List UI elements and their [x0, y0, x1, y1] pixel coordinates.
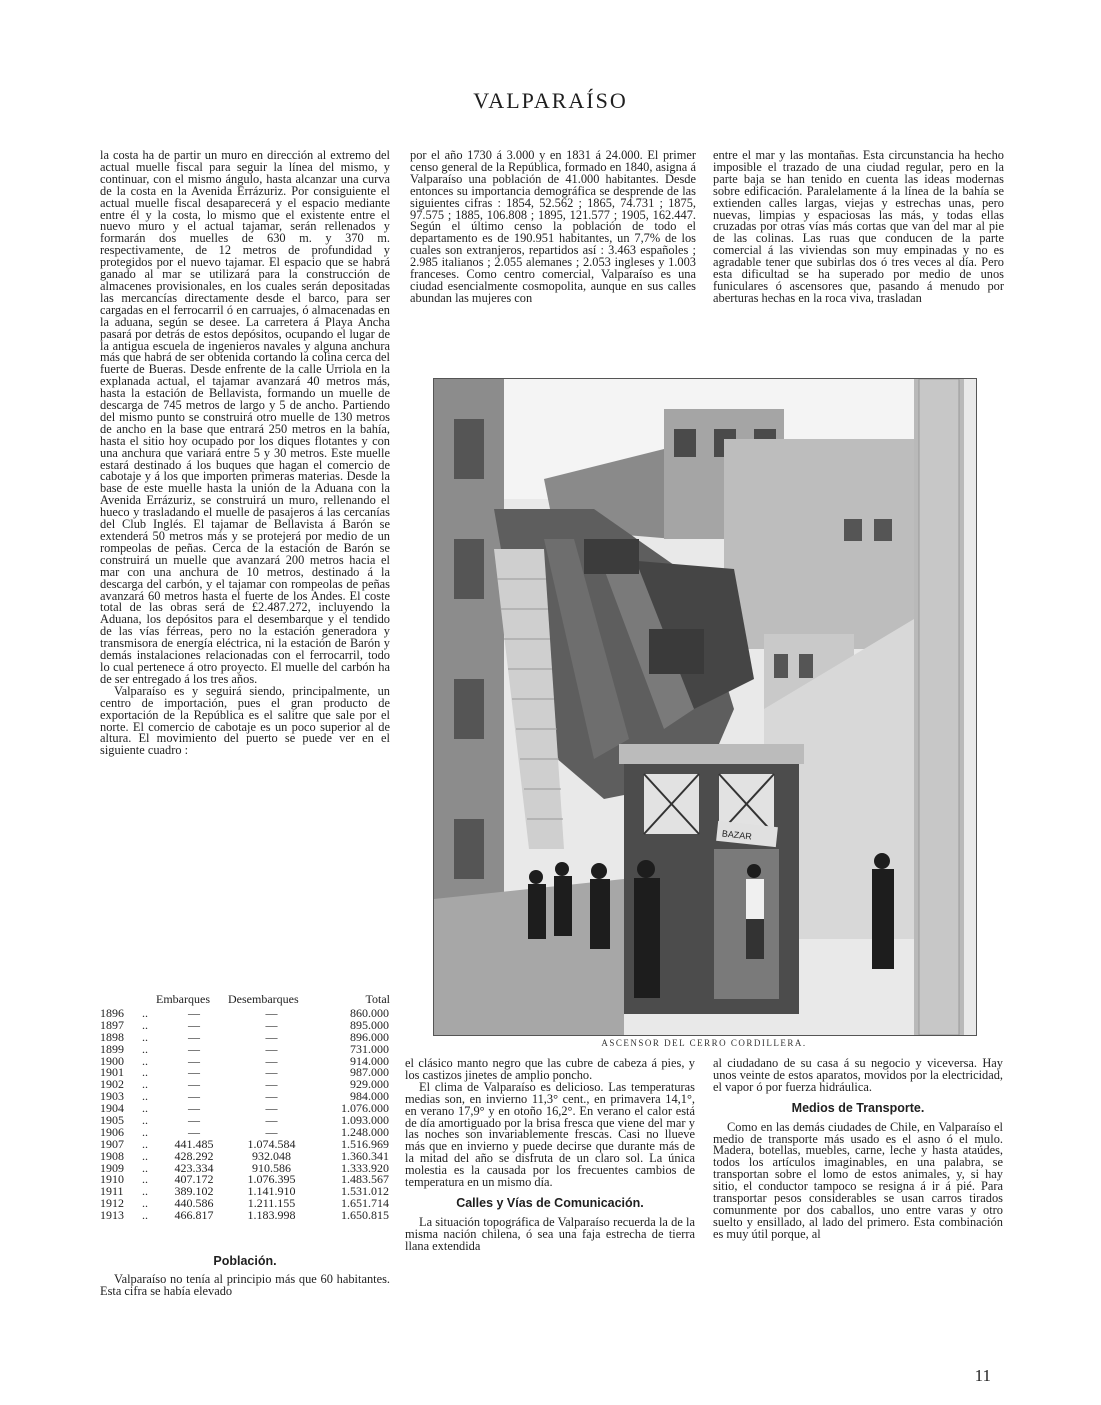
table-header-total: Total	[365, 992, 390, 1006]
table-cell-embarques: —	[188, 1089, 200, 1104]
table-cell-embarques: —	[188, 1065, 200, 1080]
paragraph-topografia: La situación topográfica de Valparaíso recuerda la de la misma nación chilena, ó sea una faja estrecha de tierra llana extendida	[405, 1214, 695, 1253]
table-cell-embarques: —	[188, 1029, 200, 1044]
table-cell-total: 1.076.000	[341, 1101, 389, 1116]
table-cell-embarques: —	[188, 1041, 200, 1056]
table-cell-dots: ..	[142, 1160, 148, 1175]
table-cell-dots: ..	[142, 1172, 148, 1187]
table-row	[100, 1210, 390, 1222]
table-cell-year: 1901	[100, 1065, 124, 1080]
section-heading-transporte: Medios de Transporte.	[791, 1100, 925, 1115]
table-cell-desembarques: —	[265, 1101, 278, 1116]
table-cell-total: 1.651.714	[341, 1196, 389, 1211]
table-cell-desembarques: —	[265, 1113, 278, 1128]
table-cell-year: 1907	[100, 1136, 124, 1151]
paragraph-ascensores: al ciudadano de su casa á su negocio y viceversa. Hay unos veinte de estos aparatos, movidos por la electricidad, el vapor ó por fuerza hidráulica.	[713, 1056, 1003, 1094]
column-3-text	[713, 150, 1004, 305]
table-cell-year: 1896	[100, 1006, 124, 1020]
table-cell-dots: ..	[142, 1113, 148, 1128]
table-cell-year: 1903	[100, 1089, 124, 1104]
table-cell-dots: ..	[142, 1101, 148, 1116]
table-cell-year: 1900	[100, 1053, 124, 1068]
table-cell-total: 987.000	[350, 1065, 389, 1080]
table-cell-year: 1899	[100, 1041, 124, 1056]
table-cell-total: 860.000	[350, 1006, 389, 1020]
table-cell-total: 896.000	[350, 1029, 389, 1044]
page-number: 11	[974, 1366, 991, 1385]
column-4-text	[405, 1058, 695, 1253]
table-cell-embarques: —	[188, 1006, 200, 1020]
table-cell-embarques: 389.102	[174, 1184, 214, 1199]
table-cell-desembarques: 910.586	[252, 1160, 291, 1175]
table-cell-total: 1.248.000	[341, 1124, 389, 1139]
table-cell-dots: ..	[142, 1077, 148, 1092]
table-header-desembarques: Desembarques	[228, 992, 299, 1006]
table-cell-year: 1911	[100, 1184, 124, 1199]
table-cell-total: 1.531.012	[341, 1184, 389, 1199]
table-cell-embarques: 428.292	[174, 1148, 214, 1163]
table-cell-year: 1904	[100, 1101, 124, 1116]
table-cell-dots: ..	[142, 1136, 148, 1151]
table-cell-dots: ..	[142, 1017, 148, 1032]
table-cell-embarques: 407.172	[174, 1172, 214, 1187]
table-cell-year: 1898	[100, 1029, 124, 1044]
table-cell-total: 1.516.969	[341, 1136, 389, 1151]
table-cell-desembarques: —	[265, 1077, 278, 1092]
table-cell-year: 1912	[100, 1196, 124, 1211]
table-cell-year: 1910	[100, 1172, 124, 1187]
table-cell-year: 1906	[100, 1124, 124, 1139]
table-cell-embarques: —	[188, 1113, 200, 1128]
column-1-text	[100, 150, 390, 757]
table-cell-dots: ..	[142, 1208, 148, 1223]
table-cell-embarques: —	[188, 1101, 200, 1116]
table-cell-total: 914.000	[350, 1053, 389, 1068]
table-cell-embarques: 423.334	[174, 1160, 214, 1175]
table-cell-desembarques: 1.074.584	[247, 1136, 296, 1151]
table-cell-desembarques: 932.048	[252, 1148, 291, 1163]
port-movement-table	[100, 994, 390, 1222]
table-cell-total: 731.000	[350, 1041, 389, 1056]
table-cell-year: 1905	[100, 1113, 124, 1128]
table-cell-embarques: 440.586	[174, 1196, 214, 1211]
funicular-photograph	[433, 378, 977, 1036]
paragraph-city-layout: entre el mar y las montañas. Esta circunstancia ha hecho imposible el trazado de una ciudad regular, pero en la parte baja se han tenido en cuenta las ideas modernas sobre edificación. Paralelamente á la línea de la bahía se extienden calles largas, viejas y estrechas unas, pero nuevas, limpias y espaciosas las más, y todas ellas cruzadas por otras vías más cortas que van del mar al pie de las colinas. Las ruas que conducen de la parte comercial á las viviendas son muy empinadas y no es agradable tener que subirlas dos ó tres veces al día. Pero esta dificultad se ha superado por medio de unos funiculares ó ascensores que, pasando á menudo por aberturas hechas en la roca viva, trasladan	[713, 148, 1004, 305]
table-cell-dots: ..	[142, 1065, 148, 1080]
paragraph-transporte: Como en las demás ciudades de Chile, en Valparaíso el medio de transporte más usado es el asno ó el mulo. Madera, botellas, muebles, carne, leche y hasta ataúdes, todos los artículos imaginables, en una palabra, se transportan sobre el lomo de estos animales, y, si hay sitio, el conductor tampoco se resigna á ir á pié. Para transportar pesos considerables se usan carros tirados comunmente por dos caballos, uno entre varas y otro suelto y ensillado, al lado del primero. Esta combinación es muy útil porque, al	[713, 1119, 1003, 1241]
page-title: VALPARAÍSO	[473, 88, 628, 113]
table-cell-total: 1.360.341	[341, 1148, 389, 1163]
table-cell-total: 895.000	[350, 1017, 389, 1032]
table-cell-desembarques: 1.211.155	[247, 1196, 296, 1211]
table-cell-embarques: 441.485	[174, 1136, 214, 1151]
paragraph-import-center: Valparaíso es y seguirá siendo, principalmente, un centro de importación, pues el gran producto de exportación de la República es el salitre que sale por el norte. El comercio de cabotaje es un poco superior al de altura. El movimiento del puerto se puede ver en el siguiente cuadro :	[100, 683, 390, 758]
table-cell-year: 1897	[100, 1017, 124, 1032]
table-cell-dots: ..	[142, 1053, 148, 1068]
table-cell-embarques: —	[188, 1124, 200, 1139]
table-header-embarques: Embarques	[156, 992, 210, 1006]
paragraph-census: por el año 1730 á 3.000 y en 1831 á 24.000. El primer censo general de la República, formado en 1840, asigna á Valparaíso una población de 41.000 habitantes. Desde entonces su importancia demográfica se desprende de las siguientes cifras : 1854, 52.562 ; 1865, 74.731 ; 1875, 97.575 ; 1885, 106.808 ; 1895, 121.577 ; 1905, 162.447. Según el último censo la población de todo el departamento es de 190.951 habitantes, un 7,7% de los cuales son extranjeros, repartidos así : 3.463 españoles ; 2.985 italianos ; 2.055 alemanes ; 2.053 ingleses y 1.003 franceses. Como centro comercial, Valparaíso es una ciudad esencialmente cosmopolita, aunque en sus calles abundan las mujeres con	[410, 148, 696, 305]
table-cell-desembarques: —	[265, 1089, 278, 1104]
section-heading-poblacion: Población.	[213, 1254, 277, 1268]
table-cell-embarques: —	[188, 1017, 200, 1032]
paragraph-clima: El clima de Valparaíso es delicioso. Las temperaturas medias son, en invierno 11,3° cent., en primavera 14,1°, en verano 17,9° y en otoño 16,2°. En verano el calor está de día amortiguado por la brisa fresca que viene del mar y las noches son invariablemente frescas. Casi no llueve más que en invierno y puede decirse que durante más de la mitad del año se disfruta de un claro sol. La única molestia es la causada por los frecuentes cambios de temperatura en un mismo día.	[405, 1079, 695, 1190]
table-cell-desembarques: 1.183.998	[247, 1208, 296, 1223]
table-cell-total: 929.000	[350, 1077, 389, 1092]
table-body	[100, 1008, 390, 1222]
table-cell-total: 1.333.920	[341, 1160, 389, 1175]
table-cell-desembarques: —	[265, 1065, 278, 1080]
table-cell-desembarques: —	[265, 1041, 278, 1056]
table-cell-year: 1913	[100, 1208, 124, 1223]
paragraph-harbor-works: la costa ha de partir un muro en dirección al extremo del actual muelle fiscal para seguir la línea del mismo, y continuar, con el mismo ángulo, hasta alcanzar una curva de la costa en la Avenida Errázuriz. Por consiguiente el actual muelle fiscal desaparecerá y el espacio mediante entre él y la costa, lo mismo que el existente entre el nuevo muro y el actual tajamar, serán rellenados y formarán dos muelles de 630 m. y 370 m. respectivamente, de 12 metros de profundidad y protegidos por el nuevo tajamar. El espacio que se habrá ganado al mar se utilizará para la construcción de almacenes provisionales, en los cuales serán depositadas las mercancías directamente desde el barco, para ser cargadas en el ferrocarril ó en carruajes, ó almacenadas en la aduana, según se desee. La carretera á Playa Ancha pasará por detrás de estos depósitos, ocupando el lugar de la antigua escuela de ingenieros navales y alguna anchura más que habrá de ser obtenida cortando la colina cerca del fuerte de Bueras. Desde enfrente de la calle Urriola en la explanada actual, el tajamar avanzará 40 metros más, hasta la estación de Bellavista, formando un muelle de descarga de 745 metros de largo y 5 de ancho. Partiendo del mismo punto se construirá otro muelle de 130 metros de ancho en la base que entrará 250 metros en la bahía, hasta el sitio hoy ocupado por los diques flotantes y con una anchura que variará entre 5 y 30 metros. Este muelle estará destinado á los buques que hagan el comercio de cabotaje y á los que importen primeras materias. Desde la base de este muelle hasta la unión de la Aduana con la Avenida Errázuriz, se construirá un muro, rellenando el hueco y trasladando el muelle de pasajeros á las cercanías del Club Inglés. El tajamar de Bellavista á Barón se extenderá 50 metros más y se protejerá por medio de un rompeolas de peñas. Cerca de la estación de Barón se construirá un muelle que avanzará 200 metros hacia el mar con una anchura de 10 metros, destinado á la descarga del carbón, y el tajamar con rompeolas de peñas avanzará 60 metros hasta el fuerte de los Andes. El coste total de las obras será de £2.487.272, incluyendo la Aduana, los depósitos para el desembarque y el tendido de las vías férreas, pero no la estación generadora y transmisora de energía eléctrica, ni la estación de Barón y demás instalaciones relacionadas con el ferrocarril, todo lo cual pertenece á otro proyecto. El muelle del carbón ha de ser entregado á los tres años.	[100, 148, 390, 686]
table-cell-dots: ..	[142, 1196, 148, 1211]
table-cell-dots: ..	[142, 1184, 148, 1199]
column-2-text	[410, 150, 696, 305]
table-cell-total: 1.650.815	[341, 1208, 389, 1223]
photo-caption: ASCENSOR DEL CERRO CORDILLERA.	[601, 1038, 807, 1048]
table-cell-dots: ..	[142, 1006, 148, 1020]
table-cell-desembarques: —	[265, 1006, 278, 1020]
table-cell-embarques: —	[188, 1077, 200, 1092]
table-cell-desembarques: 1.141.910	[247, 1184, 296, 1199]
table-cell-total: 1.483.567	[341, 1172, 389, 1187]
table-cell-year: 1908	[100, 1148, 124, 1163]
table-cell-desembarques: 1.076.395	[247, 1172, 296, 1187]
paragraph-manto: el clásico manto negro que las cubre de cabeza á pies, y los castizos jinetes de amplio poncho.	[405, 1056, 695, 1082]
table-cell-embarques: 466.817	[174, 1208, 214, 1223]
table-cell-year: 1909	[100, 1160, 124, 1175]
column-5-text	[713, 1058, 1003, 1241]
table-cell-desembarques: —	[265, 1029, 278, 1044]
table-cell-embarques: —	[188, 1053, 200, 1068]
table-cell-year: 1902	[100, 1077, 124, 1092]
table-cell-dots: ..	[142, 1148, 148, 1163]
table-cell-dots: ..	[142, 1124, 148, 1139]
table-cell-total: 1.093.000	[341, 1113, 389, 1128]
table-cell-desembarques: —	[265, 1017, 278, 1032]
table-cell-desembarques: —	[265, 1053, 278, 1068]
poblacion-section	[100, 1256, 390, 1298]
kiosk-sign-text: BAZAR	[721, 828, 753, 842]
table-cell-dots: ..	[142, 1089, 148, 1104]
table-cell-dots: ..	[142, 1029, 148, 1044]
table-cell-dots: ..	[142, 1041, 148, 1056]
section-heading-calles: Calles y Vías de Comunicación.	[456, 1195, 644, 1210]
table-cell-total: 984.000	[350, 1089, 389, 1104]
table-cell-desembarques: —	[265, 1124, 278, 1139]
paragraph-poblacion: Valparaíso no tenía al principio más que 60 habitantes. Esta cifra se había elevado	[100, 1271, 390, 1298]
